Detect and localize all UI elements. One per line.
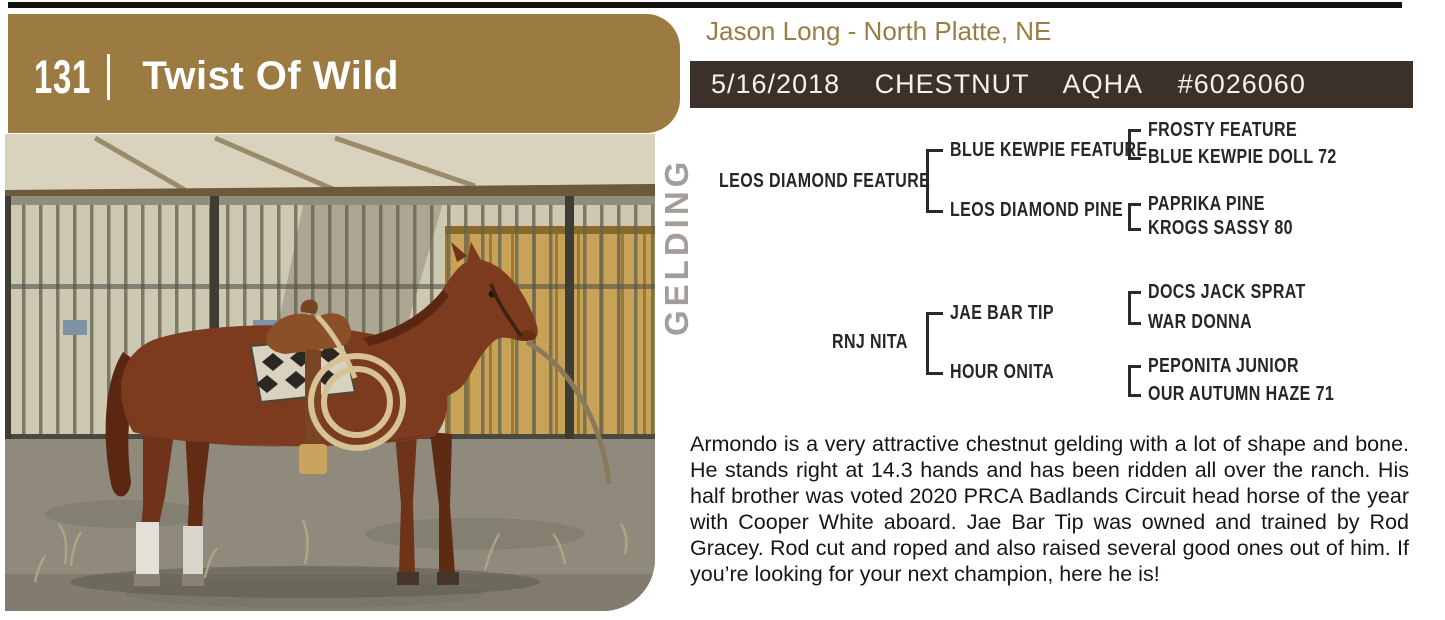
pedigree-dam-sire-sire: DOCS JACK SPRAT — [1148, 281, 1306, 303]
pedigree-bracket-dam-dam — [1128, 365, 1141, 397]
pedigree-dam: RNJ NITA — [832, 331, 908, 353]
pedigree-bracket-sire-dam — [1128, 203, 1141, 231]
pedigree-sire-sire-dam: BLUE KEWPIE DOLL 72 — [1148, 146, 1337, 168]
top-rule — [8, 2, 1402, 8]
pedigree-sire-sire-sire: FROSTY FEATURE — [1148, 119, 1298, 141]
pedigree-sire: LEOS DIAMOND FEATURE — [719, 170, 931, 192]
consignor-line: Jason Long - North Platte, NE — [706, 16, 1052, 46]
pedigree-sire-dam-dam: KROGS SASSY 80 — [1148, 217, 1293, 239]
lot-number: 131 — [34, 50, 91, 103]
pedigree-dam-dam: HOUR ONITA — [950, 361, 1055, 383]
pedigree-sire-dam-sire: PAPRIKA PINE — [1148, 193, 1265, 215]
lot-banner — [8, 14, 680, 133]
foal-date: 5/16/2018 — [711, 69, 841, 99]
pedigree-dam-dam-dam: OUR AUTUMN HAZE 71 — [1148, 383, 1335, 405]
sale-description: Armondo is a very attractive chestnut gelding with a lot of shape and bone. He stands right at 14.3 hands and has been ridden all over the ranch. His half brother was voted 2020 PRCA Badlands Circuit head horse of the year with Cooper White aboard. Jae Bar Tip was owned and trained by Rod Gracey. Rod cut and roped and also raised several good ones out of him. If you’re looking for your next champion, here he is! — [690, 432, 1409, 586]
horse-photo-art — [5, 134, 655, 611]
sex-label: GELDING — [658, 157, 695, 336]
horse-photo — [5, 134, 655, 611]
registry: AQHA — [1062, 69, 1144, 99]
pedigree-bracket-dam — [926, 312, 943, 375]
details-bar — [690, 61, 1413, 108]
pedigree-sire-sire: BLUE KEWPIE FEATURE — [950, 139, 1148, 161]
pedigree-dam-sire: JAE BAR TIP — [950, 302, 1054, 324]
pedigree-dam-dam-sire: PEPONITA JUNIOR — [1148, 355, 1299, 377]
registration-number: #6026060 — [1177, 69, 1306, 99]
pedigree-sire-dam: LEOS DIAMOND PINE — [950, 199, 1124, 221]
pedigree-bracket-dam-sire — [1128, 291, 1141, 325]
lot-divider — [107, 54, 110, 100]
horse-name-title: Twist Of Wild — [142, 54, 399, 98]
pedigree-dam-sire-dam: WAR DONNA — [1148, 311, 1253, 333]
coat-color: CHESTNUT — [874, 69, 1030, 99]
